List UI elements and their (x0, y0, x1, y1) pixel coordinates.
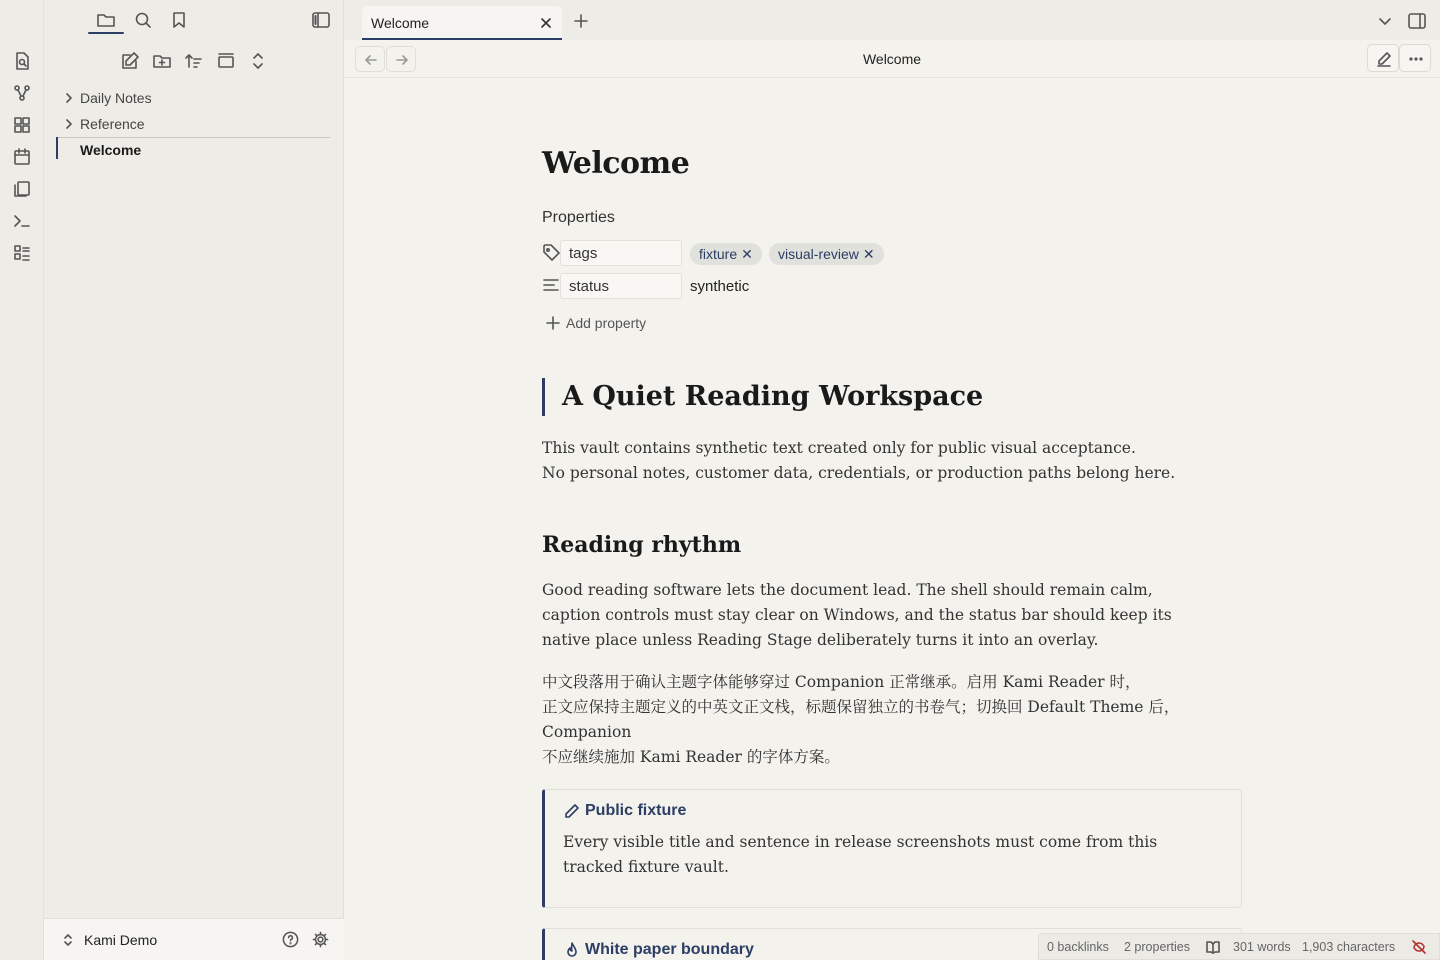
tag-pill-visual-review[interactable] (769, 243, 884, 265)
paragraph-line: Every visible title and sentence in release screenshots must come from this (563, 833, 1158, 851)
new-note-icon[interactable] (120, 51, 140, 71)
tree-file-welcome[interactable] (44, 137, 344, 163)
chinese-paragraph (542, 670, 1179, 770)
add-property-button[interactable] (546, 315, 646, 331)
view-header (344, 40, 1440, 78)
tree-item-label: Daily Notes (80, 90, 152, 106)
callout-public-fixture[interactable] (542, 789, 1242, 908)
tag-pill-fixture[interactable] (690, 243, 762, 265)
callout-title-text: White paper boundary (585, 941, 754, 958)
add-property-label: Add property (566, 315, 647, 331)
auto-reveal-icon[interactable] (216, 51, 236, 71)
new-folder-icon[interactable] (152, 51, 172, 71)
vault-name[interactable]: Kami Demo (84, 932, 158, 948)
text-property-icon (542, 276, 560, 294)
property-value[interactable]: synthetic (690, 278, 750, 295)
remove-tag-icon[interactable]: ✕ (862, 246, 875, 262)
vault-switcher (44, 918, 344, 960)
reading-paragraph (542, 578, 1172, 653)
gear-icon[interactable] (311, 930, 330, 949)
remove-tag-icon[interactable]: ✕ (741, 246, 753, 262)
files-tab-icon[interactable] (96, 10, 116, 30)
left-ribbon (0, 0, 44, 960)
tag-icon (542, 243, 560, 261)
tree-folder-daily-notes[interactable] (44, 85, 344, 111)
inline-title[interactable]: Welcome (542, 146, 690, 181)
property-status (542, 273, 1242, 299)
command-list-icon[interactable] (12, 243, 32, 263)
bookmark-icon[interactable] (169, 10, 189, 30)
tree-item-label: Welcome (80, 142, 142, 158)
backlinks-count[interactable]: 0 backlinks (1047, 940, 1109, 954)
collapse-all-icon[interactable] (248, 51, 268, 71)
file-tree (44, 85, 344, 163)
paragraph-line: native place unless Reading Stage deliberately turns it into an overlay. (542, 631, 1099, 649)
tab-strip (344, 0, 1440, 40)
vault-chevrons-icon[interactable] (60, 932, 76, 948)
sort-icon[interactable] (184, 51, 204, 71)
tree-folder-reference[interactable] (44, 111, 344, 137)
search-icon[interactable] (133, 10, 153, 30)
status-bar (1038, 933, 1440, 960)
callout-body (563, 830, 1157, 880)
chevron-right-icon (62, 91, 76, 105)
terminal-icon[interactable] (12, 211, 32, 231)
word-count: 301 words (1233, 940, 1291, 954)
calendar-icon[interactable] (12, 147, 32, 167)
tab-label: Welcome (371, 15, 430, 31)
canvas-icon[interactable] (12, 115, 32, 135)
pencil-icon (563, 802, 585, 820)
paragraph-line: 正文应保持主题定义的中英文正文栈，标题保留独立的书卷气；切换回 Default Theme 后， (542, 698, 1180, 716)
right-sidebar-toggle-icon[interactable] (1407, 11, 1427, 31)
sidebar-tab-header (44, 0, 344, 40)
view-title[interactable]: Welcome (862, 51, 922, 67)
close-icon[interactable] (538, 15, 554, 31)
sync-off-icon[interactable] (1411, 939, 1427, 955)
tree-item-label: Reference (80, 116, 145, 132)
left-sidebar (44, 0, 344, 960)
plus-icon[interactable] (572, 12, 590, 30)
property-key[interactable]: status (560, 273, 682, 299)
tab-welcome[interactable] (362, 6, 562, 40)
file-search-icon[interactable] (12, 51, 32, 71)
property-tags (542, 240, 1242, 266)
tag-pill-label: visual-review (778, 246, 859, 262)
properties-heading[interactable]: Properties (542, 209, 615, 226)
paragraph-line: Good reading software lets the document lead. The shell should remain calm, (542, 581, 1153, 599)
tag-pill-label: fixture (699, 246, 738, 262)
paragraph-line: No personal notes, customer data, credentials, or production paths belong here. (542, 464, 1176, 482)
chevron-right-icon (62, 117, 76, 131)
paragraph-line: caption controls must stay clear on Windows, and the status bar should keep its (542, 606, 1172, 624)
heading-2: Reading rhythm (542, 532, 742, 558)
paragraph-line: 不应继续施加 Kami Reader 的字体方案。 (542, 748, 840, 766)
callout-title (563, 802, 686, 820)
callout-title-text: Public fixture (585, 802, 687, 819)
paragraph-line: Companion (542, 723, 632, 741)
character-count: 1,903 characters (1302, 940, 1396, 954)
callout-title (563, 941, 754, 959)
paragraph-line: tracked fixture vault. (563, 858, 729, 876)
intro-paragraph (542, 436, 1175, 486)
heading-1: A Quiet Reading Workspace (542, 378, 983, 416)
paragraph-line: 中文段落用于确认主题字体能够穿过 Companion 正常继承。启用 Kami Reader 时， (542, 673, 1141, 691)
graph-view-icon[interactable] (12, 83, 32, 103)
more-options-button[interactable] (1399, 44, 1431, 72)
properties-count[interactable]: 2 properties (1124, 940, 1191, 954)
property-key[interactable]: tags (560, 240, 682, 266)
help-icon[interactable] (281, 930, 300, 949)
edit-mode-button[interactable] (1367, 44, 1399, 72)
copy-files-icon[interactable] (12, 179, 32, 199)
chevron-down-icon[interactable] (1376, 12, 1394, 30)
paragraph-line: This vault contains synthetic text created only for public visual acceptance. (542, 439, 1136, 457)
plus-icon (546, 316, 566, 330)
sidebar-toggle-icon[interactable] (311, 10, 331, 30)
flame-icon (563, 941, 585, 959)
reading-mode-icon[interactable] (1205, 939, 1221, 955)
